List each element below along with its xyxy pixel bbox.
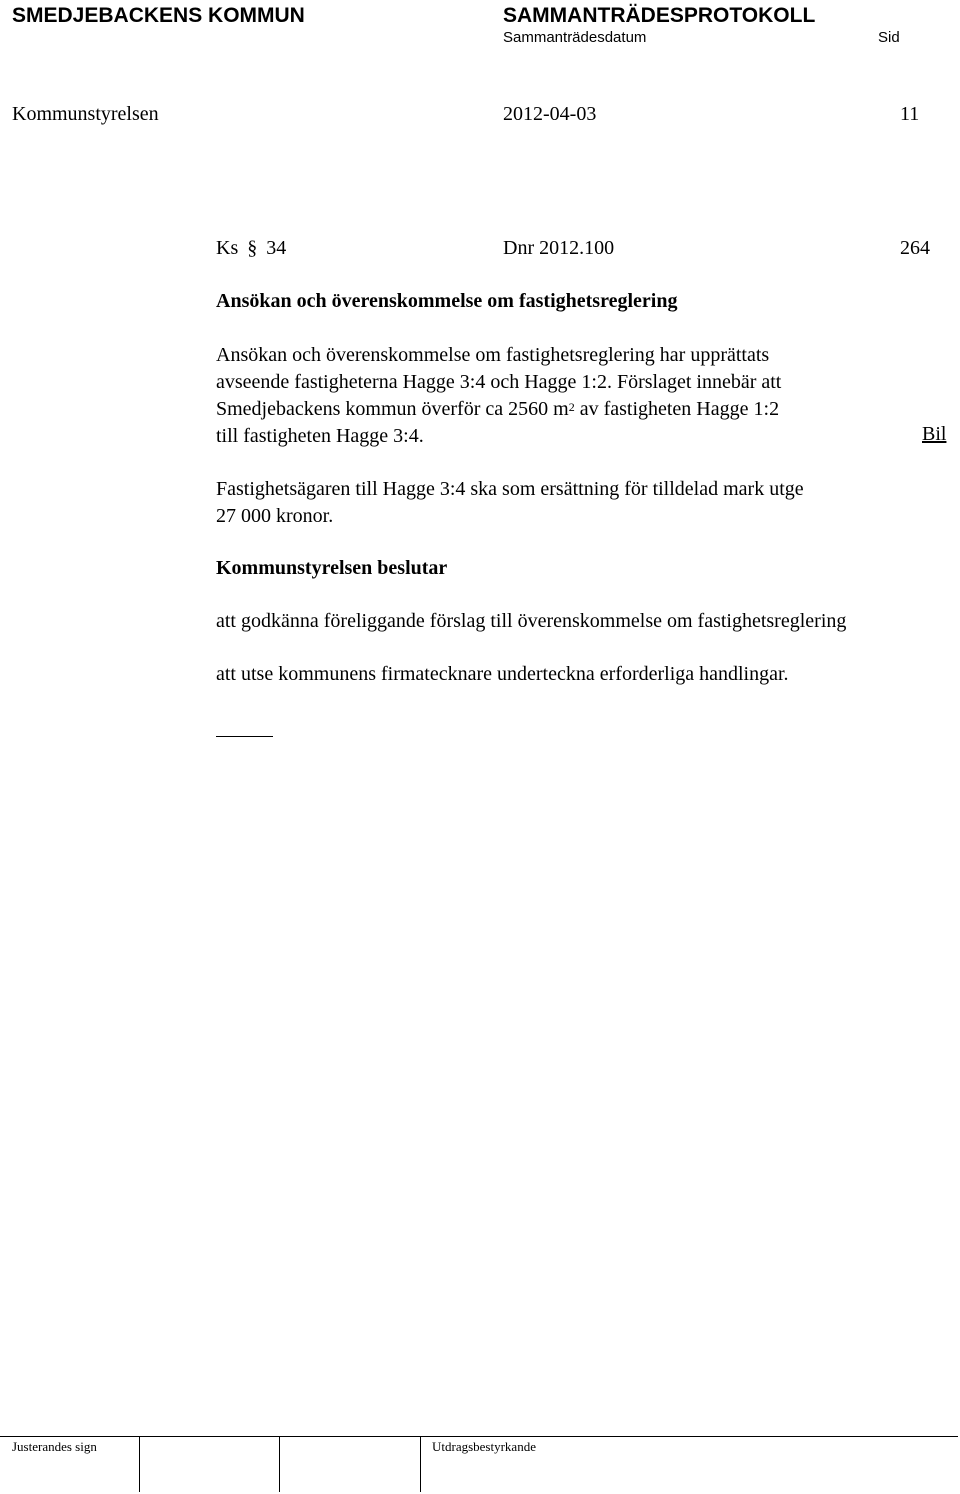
- paragraph-line: till fastigheten Hagge 3:4.: [216, 425, 424, 447]
- paragraph-line: avseende fastigheterna Hagge 3:4 och Hagge 1:2. Förslaget innebär att: [216, 371, 782, 393]
- paragraph-line: Fastighetsägaren till Hagge 3:4 ska som ersättning för tilldelad mark utge: [216, 478, 804, 500]
- paragraph-text: av fastigheten Hagge 1:2: [574, 398, 780, 420]
- committee-name: Kommunstyrelsen: [12, 103, 159, 125]
- section-symbol: §: [247, 237, 258, 259]
- paragraph-text: Smedjebackens kommun överför ca 2560 m: [216, 398, 569, 420]
- footer-divider: [420, 1437, 421, 1492]
- decision-heading: Kommunstyrelsen beslutar: [216, 557, 448, 579]
- signature-label: Justerandes sign: [12, 1439, 97, 1454]
- decision-item: att godkänna föreliggande förslag till överenskommelse om fastighetsreglering: [216, 610, 847, 632]
- document-type: SAMMANTRÄDESPROTOKOLL: [503, 4, 816, 27]
- paragraph-compensation: [216, 476, 804, 530]
- footer-divider: [279, 1437, 280, 1492]
- meeting-date-label: Sammanträdesdatum: [503, 29, 647, 46]
- case-title: Ansökan och överenskommelse om fastighetsreglering: [216, 290, 678, 312]
- paragraph-line: Ansökan och överenskommelse om fastighetsreglering har upprättats: [216, 344, 770, 366]
- end-rule: [216, 736, 273, 737]
- paragraph-line: [216, 396, 781, 423]
- footer-top-rule: [0, 1436, 958, 1437]
- footer-divider: [139, 1437, 140, 1492]
- page-label: Sid: [878, 29, 900, 46]
- superscript: 2: [568, 400, 575, 414]
- case-reference: 264: [900, 237, 930, 259]
- attachment-link[interactable]: Bil: [922, 423, 947, 445]
- paragraph-background: [216, 342, 781, 450]
- meeting-date: 2012-04-03: [503, 103, 597, 125]
- org-name: SMEDJEBACKENS KOMMUN: [12, 4, 305, 27]
- paragraph-line: 27 000 kronor.: [216, 505, 334, 527]
- case-section: [216, 237, 286, 260]
- decision-item: att utse kommunens firmatecknare underteckna erforderliga handlingar.: [216, 663, 789, 685]
- page-number: 11: [900, 103, 920, 125]
- case-prefix: Ks: [216, 237, 239, 259]
- registry-number: Dnr 2012.100: [503, 237, 615, 259]
- case-number: 34: [266, 237, 287, 259]
- extract-certification-label: Utdragsbestyrkande: [432, 1439, 536, 1454]
